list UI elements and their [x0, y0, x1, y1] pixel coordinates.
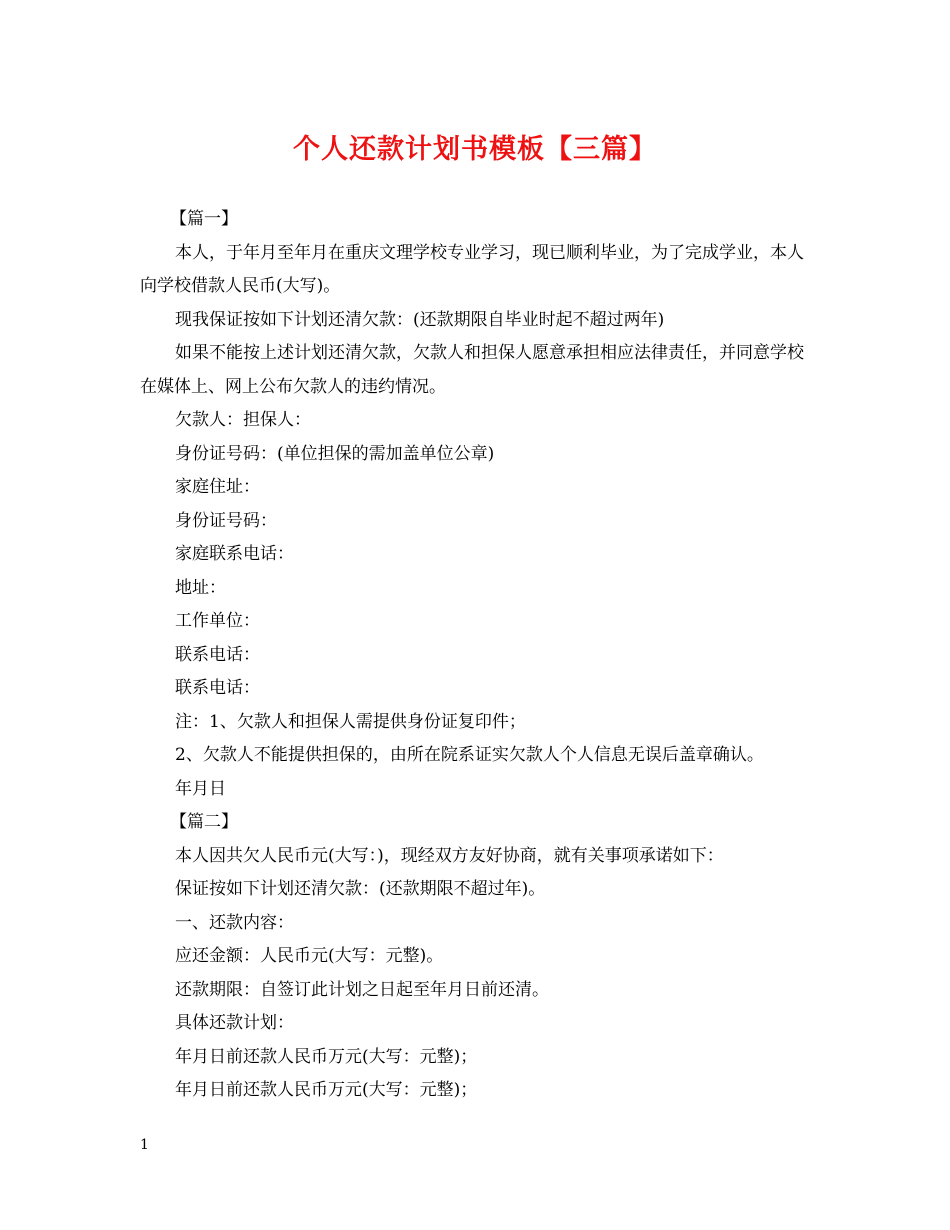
- paragraph: 年月日: [175, 778, 226, 799]
- paragraph: 具体还款计划：: [175, 1013, 294, 1033]
- paragraph: 家庭住址：: [175, 477, 260, 497]
- document-body: [140, 203, 810, 1108]
- page-number: 1: [140, 1137, 149, 1153]
- paragraph: 现我保证按如下计划还清欠款：(还款期限自毕业时起不超过两年): [175, 309, 665, 330]
- paragraph: 还款期限：自签订此计划之日起至年月日前还清。: [175, 979, 549, 1000]
- paragraph: 身份证号码：: [175, 510, 277, 531]
- paragraph: 联系电话：: [175, 644, 260, 665]
- page-title: 个人还款计划书模板【三篇】: [293, 134, 657, 165]
- paragraph: 地址：: [175, 577, 226, 598]
- paragraph: 一、还款内容：: [175, 912, 294, 933]
- paragraph: 应还金额：人民币元(大写：元整)。: [175, 946, 444, 966]
- paragraph: 如果不能按上述计划还清欠款，欠款人和担保人愿意承担相应法律责任，并同意学校在媒体上、网上公布欠款人的违约情况。: [140, 343, 804, 397]
- paragraph: 家庭联系电话：: [175, 544, 294, 564]
- paragraph: 工作单位：: [175, 611, 260, 631]
- paragraph: 保证按如下计划还清欠款：(还款期限不超过年)。: [175, 879, 546, 899]
- paragraph: 联系电话：: [175, 678, 260, 698]
- paragraph: 本人因共欠人民币元(大写：)，现经双方友好协商，就有关事项承诺如下：: [175, 845, 724, 866]
- section-heading: 【篇二】: [170, 812, 238, 832]
- section-heading: 【篇一】: [170, 209, 238, 229]
- paragraph: 欠款人：担保人：: [175, 410, 311, 430]
- paragraph: 本人，于年月至年月在重庆文理学校专业学习，现已顺利毕业，为了完成学业，本人向学校借款人民币(大写)。: [140, 242, 804, 296]
- paragraph: 身份证号码：(单位担保的需加盖单位公章): [175, 443, 495, 464]
- paragraph: 2、欠款人不能提供担保的，由所在院系证实欠款人个人信息无误后盖章确认。: [175, 745, 764, 765]
- paragraph: 年月日前还款人民币万元(大写：元整)；: [175, 1046, 478, 1067]
- paragraph: 年月日前还款人民币万元(大写：元整)；: [175, 1080, 478, 1100]
- paragraph: 注：1、欠款人和担保人需提供身份证复印件；: [175, 711, 526, 732]
